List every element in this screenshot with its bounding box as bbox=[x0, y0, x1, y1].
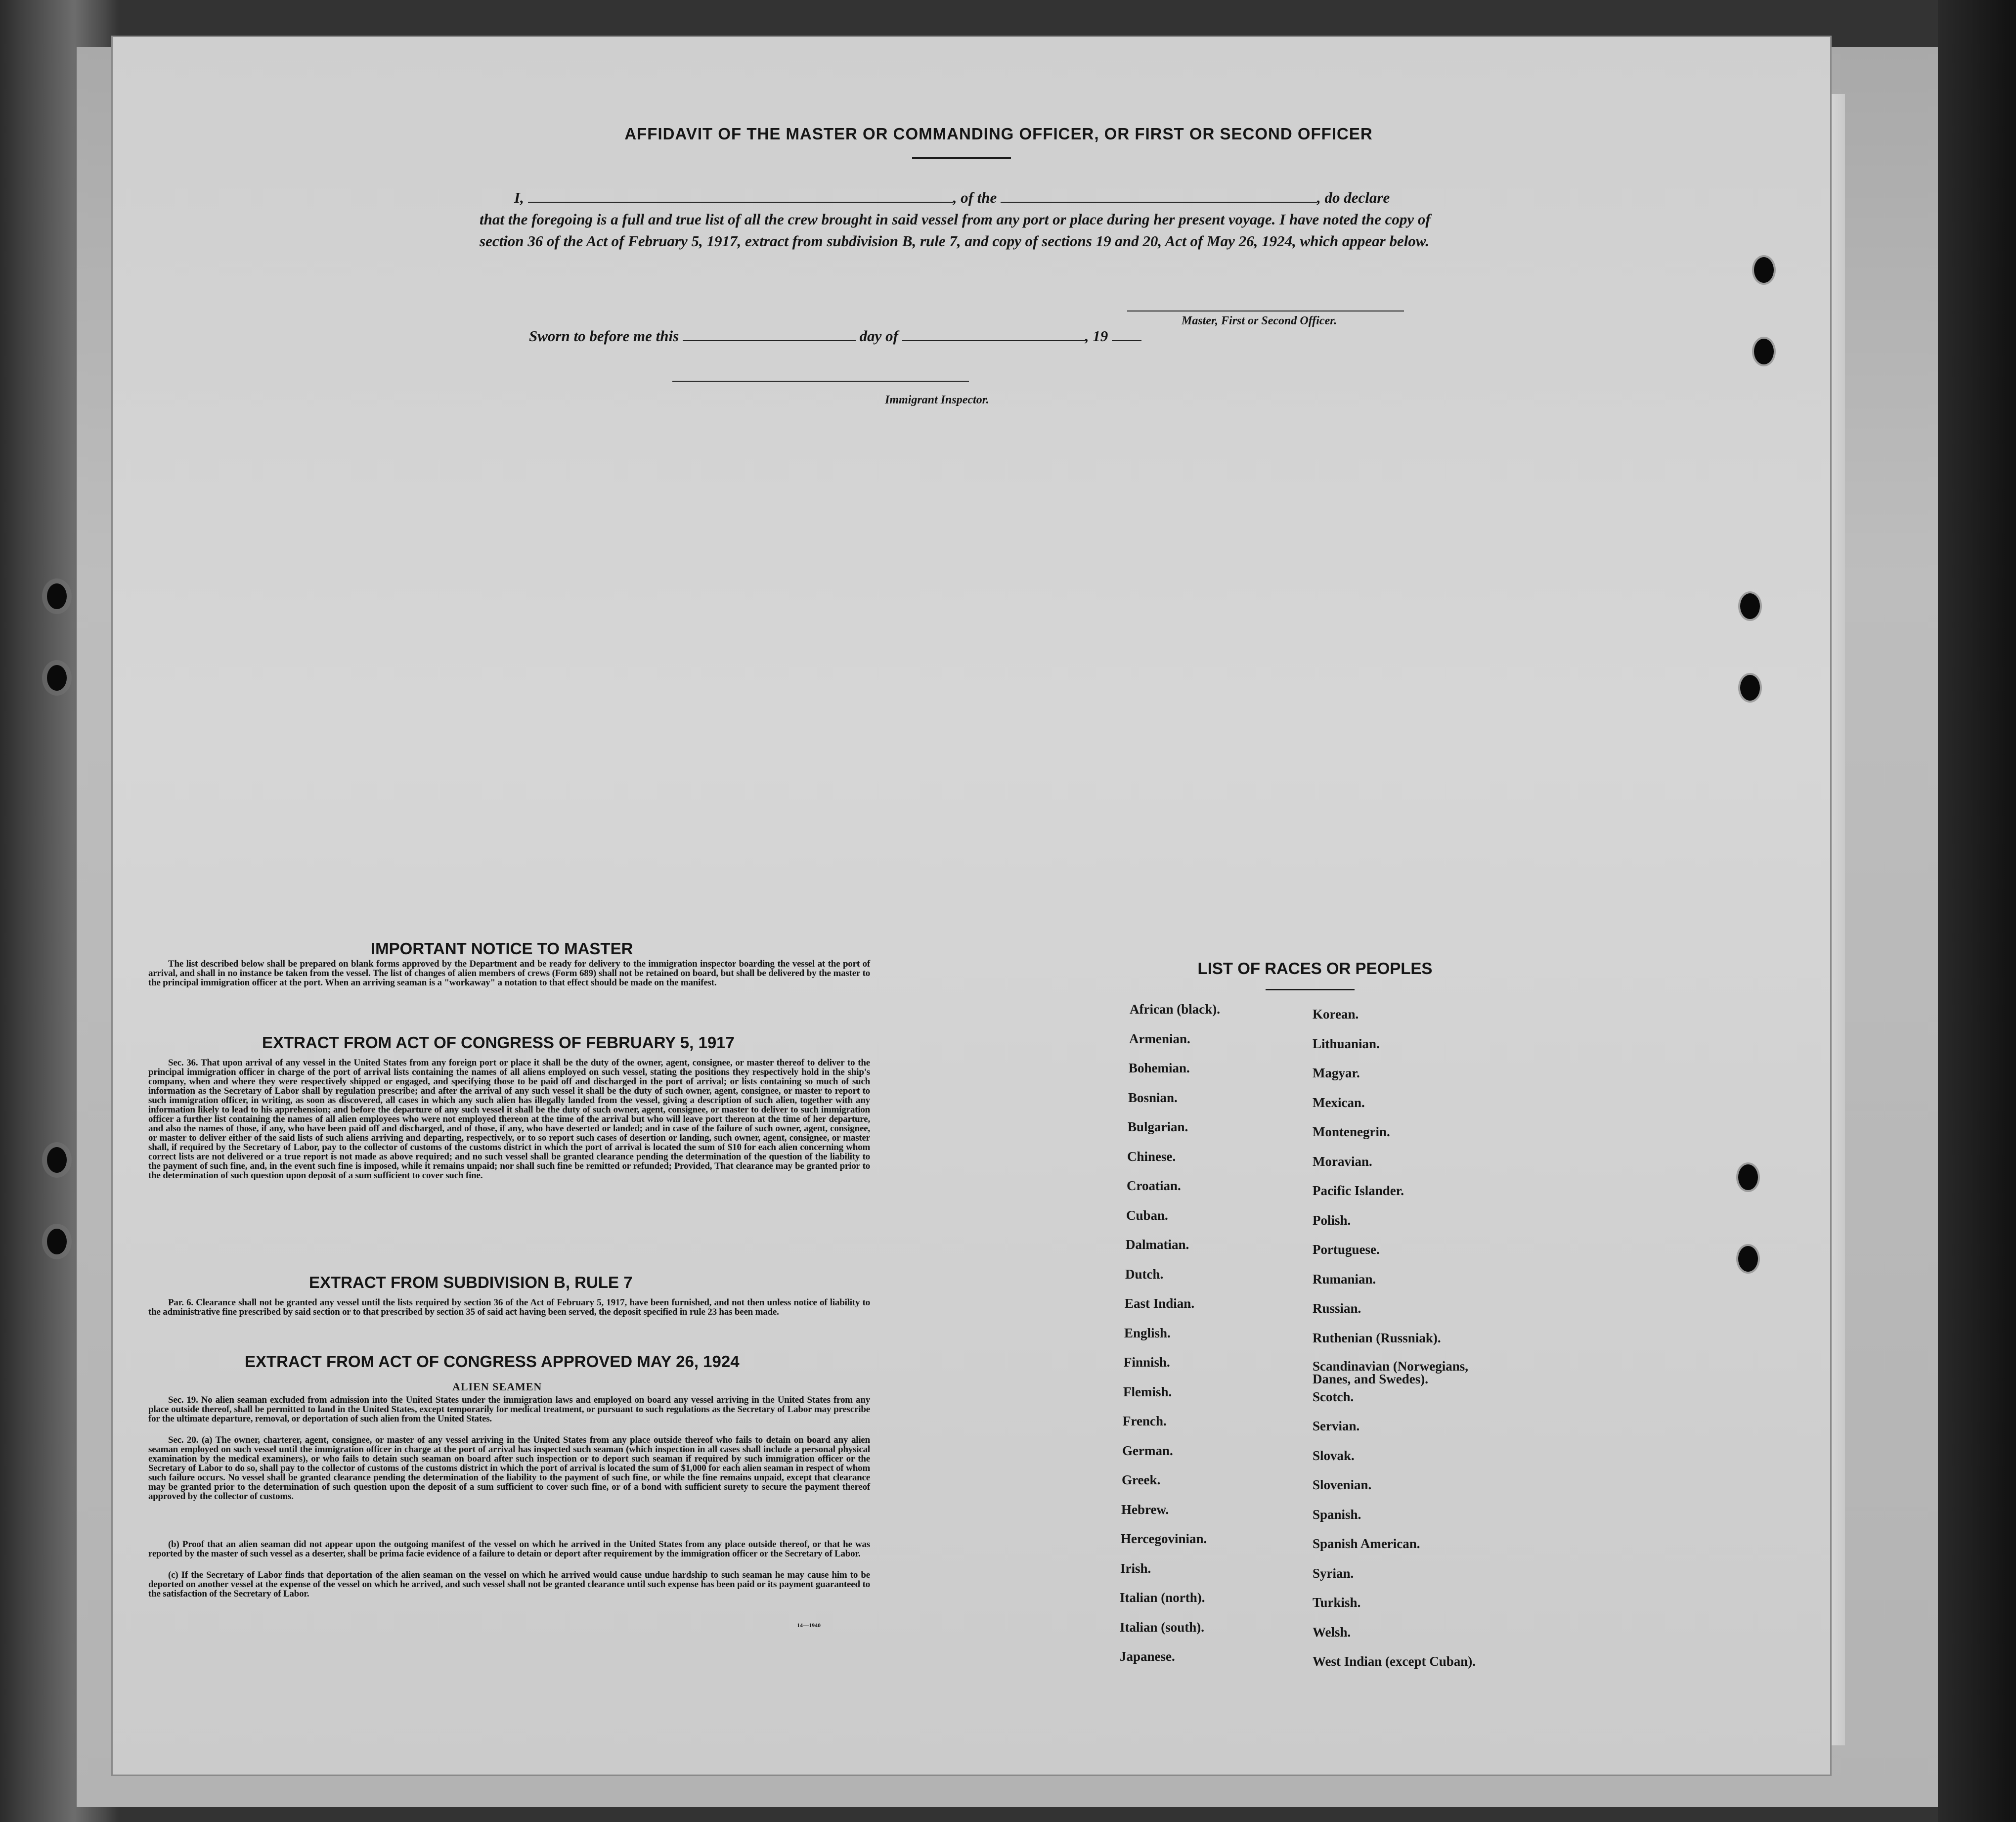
race-item: Croatian. bbox=[1127, 1178, 1181, 1193]
race-item: Mexican. bbox=[1313, 1095, 1365, 1110]
race-item: Hebrew. bbox=[1121, 1502, 1169, 1517]
inspector-signature-line[interactable] bbox=[672, 381, 969, 382]
sworn-prefix: Sworn to before me this bbox=[529, 327, 679, 345]
race-item: Syrian. bbox=[1313, 1565, 1354, 1581]
punch-hole bbox=[47, 1229, 67, 1254]
race-item: Lithuanian. bbox=[1313, 1036, 1380, 1051]
form-number: 14—1940 bbox=[797, 1622, 821, 1629]
race-item: Pacific Islander. bbox=[1313, 1183, 1404, 1198]
sec20b-text: (b) Proof that an alien seaman did not appear upon the outgoing manifest of the vessel on which he arrived in the United States from any place outside thereof, or that he was reported by the master of such vessel as a deserter, shall be prima facie evidence of a failure to detain or deport after requirement by the immigration officer or the Secretary of Labor. bbox=[148, 1539, 870, 1559]
affidavit-of-the: , of the bbox=[953, 189, 997, 206]
sec19-text: Sec. 19. No alien seaman excluded from admission into the United States under the immigration laws and employed on board any vessel arriving in the United States from any place outside thereof, shall be permitted to land in the United States, except temporarily for medical treatment, or pursuant to such regulations as the Secretary of Labor may prescribe for the ultimate departure, removal, or deportation of such alien from the United States. bbox=[148, 1395, 870, 1424]
sworn-year-blank[interactable] bbox=[1112, 329, 1141, 341]
race-item: Chinese. bbox=[1127, 1149, 1176, 1164]
punch-hole bbox=[47, 665, 67, 691]
race-item: African (black). bbox=[1130, 1002, 1220, 1017]
race-item: East Indian. bbox=[1125, 1296, 1195, 1311]
race-item: French. bbox=[1123, 1414, 1167, 1428]
affidavit-first-line bbox=[480, 187, 1448, 209]
alien-seamen-subheading: ALIEN SEAMEN bbox=[452, 1380, 542, 1393]
race-item: Slovak. bbox=[1313, 1448, 1355, 1463]
affidavit-title: AFFIDAVIT OF THE MASTER OR COMMANDING OFFICER, OR FIRST OR SECOND OFFICER bbox=[624, 125, 1373, 143]
race-item: Italian (south). bbox=[1120, 1619, 1205, 1635]
race-item: Japanese. bbox=[1120, 1649, 1175, 1664]
race-item: Greek. bbox=[1122, 1472, 1161, 1487]
sec20a-text: Sec. 20. (a) The owner, charterer, agent, consignee, or master of any vessel arriving in the United States from any place outside thereof who fails to detain on board any alien seaman employed on such vessel until the immigration officer in charge at the port of arrival has inspected such seaman (which inspection in all cases shall include a personal physical examination by the medical examiners), or who fails to detain such seaman on board after such inspection or to deport such seaman if required by such immigration officer or the Secretary of Labor to do so, shall pay to the collector of customs of the customs district in which the port of arrival is located the sum of $1,000 for each alien seaman in respect of whom such failure occurs. No vessel shall be granted clearance pending the determination of the liability to the payment of such fine, or while the fine remains unpaid, except that clearance may be granted prior to the determination of such question upon the deposit of a sum sufficient to cover such fine, or of a bond with sufficient surety to secure the payment thereof approved by the collector of customs. bbox=[148, 1435, 870, 1502]
punch-hole bbox=[1754, 339, 1774, 364]
race-item: Cuban. bbox=[1126, 1207, 1168, 1223]
race-item: Scotch. bbox=[1313, 1389, 1354, 1404]
document-page bbox=[111, 36, 1832, 1776]
inspector-caption: Immigrant Inspector. bbox=[885, 394, 989, 406]
race-item: Finnish. bbox=[1124, 1355, 1170, 1370]
race-item: Spanish. bbox=[1313, 1507, 1361, 1522]
races-column-2 bbox=[1313, 1007, 1481, 1684]
punch-hole bbox=[1738, 1246, 1758, 1272]
sworn-month-blank[interactable] bbox=[902, 329, 1085, 341]
race-item: Armenian. bbox=[1129, 1031, 1190, 1046]
sworn-year: , 19 bbox=[1085, 327, 1108, 345]
vessel-blank[interactable] bbox=[1001, 191, 1317, 203]
notice-text: The list described below shall be prepared on blank forms approved by the Department and be ready for delivery to the immigration inspector boarding the vessel at the port of arrival, and shall in no instance be taken from the vessel. The list of changes of alien members of crews (Form 689) shall not be retained on board, but shall be delivered by the master to the principal immigration officer at the port. When an arriving seaman is a "workaway" a notation to that effect should be made on the manifest. bbox=[148, 959, 870, 988]
race-item: Moravian. bbox=[1313, 1154, 1372, 1169]
race-item: Polish. bbox=[1313, 1212, 1351, 1228]
rule7-heading: EXTRACT FROM SUBDIVISION B, RULE 7 bbox=[309, 1273, 633, 1291]
affidavit-text-block bbox=[480, 187, 1448, 252]
race-item: German. bbox=[1122, 1443, 1173, 1458]
punch-hole bbox=[1740, 675, 1760, 701]
master-caption: Master, First or Second Officer. bbox=[1182, 314, 1337, 327]
race-item: Spanish American. bbox=[1313, 1536, 1420, 1551]
races-heading: LIST OF RACES OR PEOPLES bbox=[1197, 959, 1433, 978]
race-item: Dutch. bbox=[1125, 1266, 1164, 1282]
race-item: Flemish. bbox=[1123, 1384, 1172, 1399]
race-item: Irish. bbox=[1120, 1560, 1151, 1576]
races-rule bbox=[1266, 989, 1355, 990]
race-item: Rumanian. bbox=[1313, 1271, 1376, 1287]
rule7-text: Par. 6. Clearance shall not be granted any vessel until the lists required by section 36 of the Act of February 5, 1917, have been furnished, and not then unless notice of liability to the administrative fine prescribed by said section or to that prescribed by section 35 of said act having been served, the deposit specified in rule 23 has been made. bbox=[148, 1297, 870, 1317]
affidavit-i: I, bbox=[514, 189, 524, 206]
sworn-line bbox=[529, 327, 1221, 345]
title-rule bbox=[912, 157, 1011, 159]
punch-hole bbox=[47, 1147, 67, 1173]
race-item: Bulgarian. bbox=[1128, 1119, 1188, 1134]
extract-1924-heading: EXTRACT FROM ACT OF CONGRESS APPROVED MAY 26, 1924 bbox=[245, 1352, 740, 1371]
sworn-day-blank[interactable] bbox=[683, 329, 856, 341]
race-item: Korean. bbox=[1313, 1007, 1359, 1022]
races-column-1 bbox=[1120, 1002, 1220, 1679]
right-shadow bbox=[1938, 0, 2016, 1822]
race-item: English. bbox=[1124, 1325, 1171, 1340]
affidavit-text: that the foregoing is a full and true list of all the crew brought in said vessel from any port or place during her present voyage. I have noted the copy of section 36 of the Act of February 5, 1917, extract from subdivision B, rule 7, and copy of sections 19 and 20, Act of May 26, 1924, which appear below. bbox=[480, 211, 1431, 250]
race-item: Magyar. bbox=[1313, 1066, 1360, 1080]
sworn-day-of: day of bbox=[859, 327, 898, 345]
punch-hole bbox=[47, 583, 67, 609]
race-item: Italian (north). bbox=[1120, 1590, 1205, 1605]
race-item: Dalmatian. bbox=[1126, 1237, 1189, 1252]
race-item: Turkish. bbox=[1313, 1595, 1361, 1610]
race-item: Russian. bbox=[1313, 1301, 1361, 1316]
name-blank[interactable] bbox=[528, 191, 953, 203]
race-item: Hercegovinian. bbox=[1121, 1531, 1207, 1546]
punch-hole bbox=[1754, 257, 1774, 283]
punch-hole bbox=[1738, 1164, 1758, 1190]
race-item: Bohemian. bbox=[1129, 1061, 1190, 1075]
race-item: Bosnian. bbox=[1128, 1090, 1178, 1105]
sec20c-text: (c) If the Secretary of Labor finds that deportation of the alien seaman on the vessel on which he arrived would cause undue hardship to such seaman he may cause him to be deported on another vessel at the expense of the vessel on which he arrived, and such vessel shall not be granted clearance until such expense has been paid or its payment guaranteed to the satisfaction of the Secretary of Labor. bbox=[148, 1570, 870, 1599]
race-item: Welsh. bbox=[1313, 1624, 1351, 1640]
affidavit-declare: , do declare bbox=[1317, 189, 1390, 206]
race-item: Ruthenian (Russniak). bbox=[1313, 1330, 1441, 1345]
race-item: Scandinavian (Norwegians, Danes, and Swedes). bbox=[1313, 1359, 1469, 1386]
notice-heading: IMPORTANT NOTICE TO MASTER bbox=[371, 939, 633, 958]
race-item: Montenegrin. bbox=[1313, 1124, 1390, 1139]
race-item: Slovenian. bbox=[1313, 1477, 1372, 1492]
punch-hole bbox=[1740, 593, 1760, 619]
race-item: Servian. bbox=[1313, 1419, 1360, 1433]
extract-1917-heading: EXTRACT FROM ACT OF CONGRESS OF FEBRUARY 5, 1917 bbox=[262, 1033, 735, 1052]
race-item: Portuguese. bbox=[1313, 1242, 1380, 1257]
extract-1917-text: Sec. 36. That upon arrival of any vessel in the United States from any foreign port or place it shall be the duty of the owner, agent, consignee, or master thereof to deliver to the principal immigration officer in charge of the port of arrival lists containing the names of all aliens employed on such vessel, stating the positions they respectively hold in the ship's company, when and where they were respectively shipped or engaged, and specifying those to be paid off and discharged in the port of arrival; or lists containing so much of such information as the Secretary of Labor shall by regulation prescribe; and after the arrival of any such vessel it shall be the duty of such owner, agent, consignee, or master to report to such immigration officer, in writing, as soon as discovered, all cases in which any such alien has illegally landed from the vessel, giving a description of such alien, together with any information likely to lead to his apprehension; and before the departure of any such vessel it shall be the duty of such owner, agent, consignee, or master to deliver to such immigration officer a further list containing the names of all alien employees who were not employed thereon at the time of the arrival but who will leave port thereon at the time of her departure, and also the names of those, if any, who have been paid off and discharged, and of those, if any, who have deserted or landed; and in case of the failure of such owner, agent, consignee, or master to deliver either of the said lists of such aliens arriving and departing, respectively, or to so report such cases of desertion or landing, such owner, agent, consignee, or master shall, if required by the Secretary of Labor, pay to the collector of customs of the customs district in which the port of arrival is located the sum of $10 for each alien concerning whom correct lists are not delivered or a true report is not made as above required; and no such vessel shall be granted clearance pending the determination of the question of the liability to the payment of such fine, and, in the event such fine is imposed, while it remains unpaid; nor shall such fine be remitted or refunded; Provided, That clearance may be granted prior to the determination of such question upon deposit of a sum sufficient to cover such fine. bbox=[148, 1058, 870, 1181]
race-item: West Indian (except Cuban). bbox=[1313, 1654, 1476, 1669]
